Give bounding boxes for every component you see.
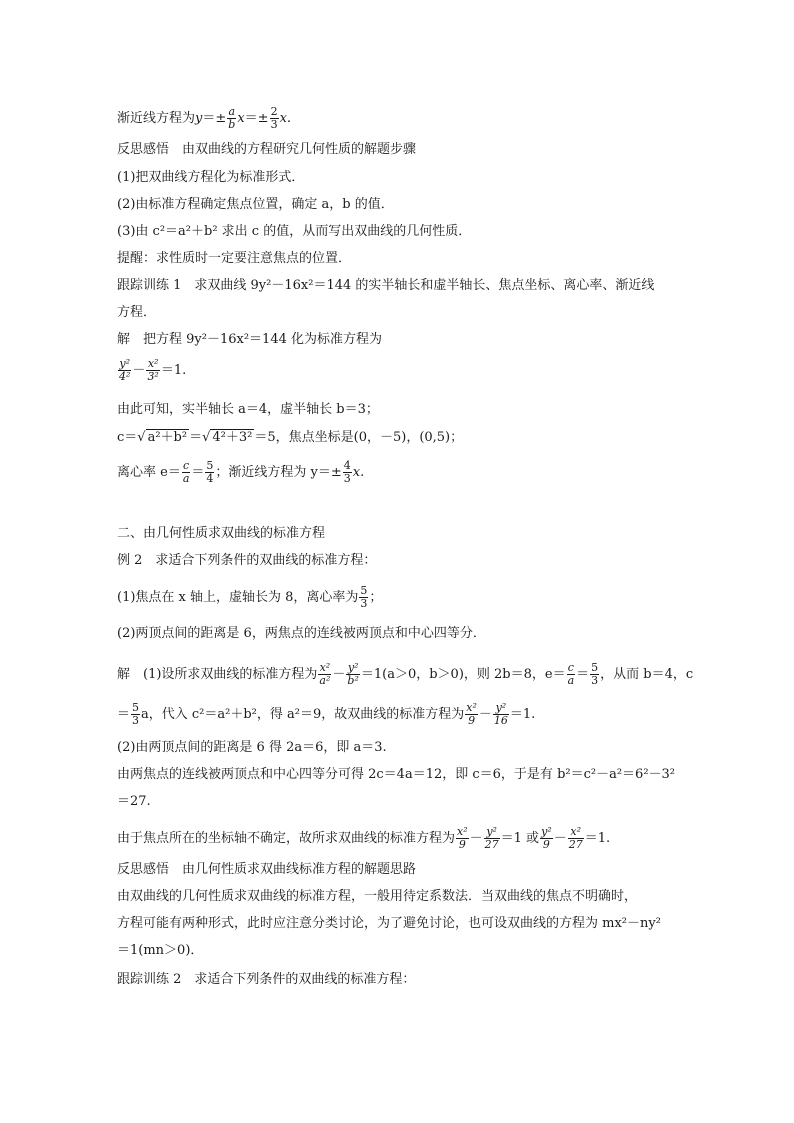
fraction (590, 662, 599, 687)
text: ＝5，焦点坐标是(0，－5)，(0,5)； (254, 430, 464, 445)
reflection-heading-2: 反思感悟 由几何性质求双曲线标准方程的解题思路 (117, 862, 417, 877)
solution-2-line-2 (117, 702, 535, 727)
denominator: 3² (147, 370, 159, 383)
text: ＝1 或 (500, 831, 540, 846)
numerator: x² (466, 701, 477, 714)
fraction (318, 662, 331, 687)
fraction (456, 826, 469, 851)
fraction (540, 826, 553, 851)
text: ＝ (576, 667, 590, 682)
denominator: b (228, 118, 236, 131)
fraction (182, 460, 191, 485)
fraction (118, 358, 131, 383)
condition-2: (2)两顶点间的距离是 6，两焦点的连线被两顶点和中心四等分． (117, 626, 486, 641)
denominator: a (567, 674, 575, 687)
solution-1-intro: 解 把方程 9y²－16x²＝144 化为标准方程为 (117, 332, 382, 347)
denominator: 9 (458, 838, 466, 851)
var: x. (279, 111, 292, 126)
eccentricity-line (117, 460, 364, 485)
solution-2-part-2: (2)由两顶点间的距离是 6 得 2a＝6，即 a＝3. (117, 740, 387, 755)
text: － (478, 707, 492, 722)
example-2-prompt: 例 2 求适合下列条件的双曲线的标准方程： (117, 553, 377, 568)
text: 离心率 e＝ (117, 465, 181, 480)
text: ＝1(a＞0，b＞0)，则 2b＝8，e＝ (360, 667, 566, 682)
text: ＝ (189, 430, 203, 445)
numerator: x² (147, 357, 159, 370)
numerator: 4 (343, 459, 351, 472)
denominator: 27 (568, 838, 583, 851)
solution-2-line-1 (117, 662, 693, 687)
denominator: 3 (360, 597, 368, 610)
denominator: 3 (270, 118, 278, 131)
reflection-body-3: ＝1(mn＞0)． (117, 943, 204, 958)
numerator: 5 (360, 584, 368, 597)
fraction (131, 702, 140, 727)
numerator: 5 (591, 661, 599, 674)
var: x (237, 111, 245, 126)
text: ，从而 b＝4，c (600, 667, 694, 682)
numerator: 5 (206, 459, 214, 472)
text: 由于焦点所在的坐标轴不确定，故所求双曲线的标准方程为 (117, 831, 456, 846)
var: y (195, 111, 203, 126)
numerator: y² (541, 825, 552, 838)
solution-2-part-2-cont: 由两焦点的连线被两顶点和中心四等分可得 2c＝4a＝12，即 c＝6，于是有 b²＝c²－a²＝6²－3² (117, 767, 676, 782)
fraction (146, 358, 159, 383)
text: 解 (1)设所求双曲线的标准方程为 (117, 667, 318, 682)
text: ＝± (244, 111, 269, 126)
reminder: 提醒：求性质时一定要注意焦点的位置． (117, 251, 352, 266)
text: c＝ (117, 430, 138, 445)
numerator: y² (484, 826, 500, 839)
denominator: a² (319, 674, 331, 687)
fraction (359, 585, 368, 610)
denominator: 4² (119, 370, 131, 383)
reflection-body-2: 方程可能有两种形式，此时应注意分类讨论，为了避免讨论，也可设双曲线的方程为 mx²－ny² (117, 916, 661, 931)
denominator: 4 (206, 472, 214, 485)
numerator: y² (347, 661, 359, 674)
numerator: x² (457, 825, 468, 838)
numerator: 5 (132, 701, 140, 714)
radicand: 4²＋3² (212, 430, 253, 445)
semi-axis-line: 由此可知，实半轴长 a＝4，虚半轴长 b＝3； (117, 402, 379, 417)
radicand: a²＋b² (147, 430, 188, 445)
section-heading-2: 二、由几何性质求双曲线的标准方程 (117, 526, 326, 541)
numerator: 2 (270, 105, 278, 118)
text: ＝ (117, 707, 131, 722)
text: 渐近线方程为 (117, 111, 196, 126)
standard-equation-line (117, 358, 186, 383)
fraction (346, 662, 359, 687)
text: ＝1. (584, 831, 611, 846)
step-3: (3)由 c²＝a²＋b² 求出 c 的值，从而写出双曲线的几何性质． (117, 224, 472, 239)
reflection-body-1: 由双曲线的几何性质求双曲线的标准方程，一般用待定系数法．当双曲线的焦点不明确时， (117, 889, 638, 904)
denominator: a (182, 472, 190, 485)
exercise-1-prompt: 跟踪训练 1 求双曲线 9y²－16x²＝144 的实半轴长和虚半轴长、焦点坐标、离心率、渐近线 (117, 278, 655, 293)
denominator: 9 (542, 838, 550, 851)
text: ； (369, 590, 383, 605)
text: － (332, 667, 346, 682)
var: x. (352, 465, 365, 480)
denominator: 3 (591, 674, 599, 687)
text: ＝1. (160, 363, 187, 378)
text: (1)焦点在 x 轴上，虚轴长为 8，离心率为 (117, 590, 359, 605)
fraction (205, 460, 214, 485)
fraction (568, 826, 584, 851)
solution-2-part-2-result: ＝27. (117, 794, 151, 809)
denominator: 9 (468, 714, 476, 727)
exercise-1-prompt-cont: 方程． (117, 305, 157, 320)
exercise-2-prompt: 跟踪训练 2 求适合下列条件的双曲线的标准方程： (117, 972, 416, 987)
fraction (484, 826, 500, 851)
fraction (227, 106, 236, 131)
numerator: y² (119, 357, 131, 370)
reflection-heading-1: 反思感悟 由双曲线的方程研究几何性质的解题步骤 (117, 142, 417, 157)
text: ＝± (202, 111, 227, 126)
denominator: 27 (484, 838, 499, 851)
denominator: b² (347, 674, 359, 687)
numerator: x² (568, 826, 584, 839)
conclusion-line (117, 826, 610, 851)
text: － (132, 363, 146, 378)
step-2: (2)由标准方程确定焦点位置，确定 a，b 的值． (117, 197, 394, 212)
numerator: y² (493, 702, 509, 715)
fraction (567, 662, 576, 687)
numerator: c (567, 661, 574, 674)
fraction (270, 106, 279, 131)
text: － (553, 831, 567, 846)
focal-line: c＝√ a²＋b² ＝√ 4²＋3² ＝5，焦点坐标是(0，－5)，(0,5)； (117, 430, 464, 445)
step-1: (1)把双曲线方程化为标准形式． (117, 170, 305, 185)
denominator: 3 (343, 472, 351, 485)
denominator: 3 (132, 714, 140, 727)
denominator: 16 (493, 714, 508, 727)
text: ；渐近线方程为 y＝± (215, 465, 342, 480)
fraction (493, 702, 509, 727)
fraction (465, 702, 478, 727)
text: － (469, 831, 483, 846)
fraction (343, 460, 352, 485)
numerator: c (183, 459, 190, 472)
asymptote-equation-line (117, 106, 291, 131)
text: a，代入 c²＝a²＋b²，得 a²＝9，故双曲线的标准方程为 (141, 707, 465, 722)
text: ＝1. (509, 707, 536, 722)
text: ＝ (191, 465, 205, 480)
numerator: x² (319, 661, 331, 674)
condition-1 (117, 585, 382, 610)
numerator: a (228, 105, 236, 118)
